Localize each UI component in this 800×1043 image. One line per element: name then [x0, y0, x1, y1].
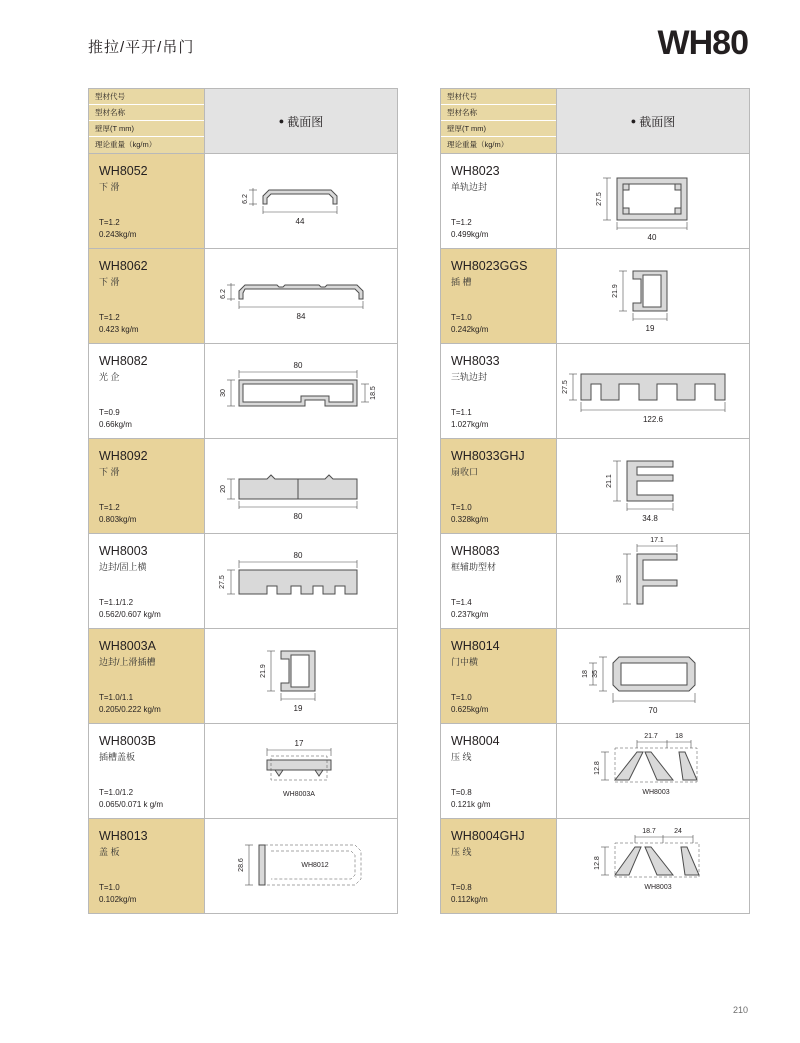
figure-note: WH8003: [644, 884, 672, 891]
page-number: 210: [732, 1005, 748, 1015]
profile-code: WH8033: [451, 354, 500, 368]
dim-height: 27.5: [562, 380, 569, 394]
dim-width: 70: [648, 706, 658, 715]
profile-weight: 0.66kg/m: [99, 420, 132, 429]
dim-width: 44: [295, 217, 305, 226]
profile-thickness: T=1.2: [99, 218, 120, 227]
dim-width: 17.1: [650, 537, 664, 544]
dim-height: 20: [220, 485, 227, 493]
profile-weight: 0.625kg/m: [451, 705, 489, 714]
profile-figure: [205, 249, 397, 343]
profile-info: [441, 724, 557, 818]
header-thickness: 壁厚(T mm): [441, 121, 556, 137]
figure-note: WH8003: [642, 789, 670, 796]
profile-info: [89, 819, 205, 913]
profile-thickness: T=0.9: [99, 408, 120, 417]
profile-weight: 1.027kg/m: [451, 420, 489, 429]
dim-width: 19: [293, 704, 303, 713]
dim-height: 12.8: [594, 856, 601, 870]
profile-thickness: T=1.2: [99, 503, 120, 512]
header-name: 型材名称: [89, 105, 204, 121]
profile-weight: 0.242kg/m: [451, 325, 489, 334]
profile-weight: 0.562/0.607 kg/m: [99, 610, 161, 619]
profile-thickness: T=1.0/1.1: [99, 693, 134, 702]
profile-code: WH8004: [451, 734, 500, 748]
figure-note: WH8003A: [283, 791, 315, 798]
dim-width: 80: [293, 361, 303, 370]
profile-thickness: T=1.0: [99, 883, 120, 892]
profile-figure: [205, 154, 397, 248]
profile-weight: 0.423 kg/m: [99, 325, 139, 334]
dim-width: 21.7: [644, 733, 658, 740]
profile-table-left: [88, 88, 398, 914]
profile-figure: [557, 724, 749, 818]
profile-name: 下 滑: [99, 467, 120, 477]
profile-name: 压 线: [451, 847, 472, 857]
dim-height: 21.9: [260, 664, 267, 678]
profile-weight: 0.237kg/m: [451, 610, 489, 619]
dim-height2: 18.5: [370, 386, 377, 400]
profile-code: WH8023: [451, 164, 500, 178]
profile-info: [441, 534, 557, 628]
profile-code: WH8003B: [99, 734, 156, 748]
table-row: [89, 438, 397, 533]
profile-info: [441, 439, 557, 533]
profile-thickness: T=0.8: [451, 883, 472, 892]
profile-figure: [557, 344, 749, 438]
dim-width: 40: [647, 233, 657, 242]
profile-name: 插槽盖板: [99, 752, 136, 762]
table-row: [441, 628, 749, 723]
profile-figure: [205, 629, 397, 723]
dim-height: 38: [616, 575, 623, 583]
header-weight: 理论重量（kg/m）: [89, 137, 204, 153]
profile-figure: [205, 534, 397, 628]
profile-info: [89, 154, 205, 248]
profile-code: WH8033GHJ: [451, 449, 525, 463]
profile-weight: 0.121k g/m: [451, 800, 491, 809]
dim-width2: 24: [674, 828, 682, 835]
header-code: 型材代号: [441, 89, 556, 105]
profile-thickness: T=1.2: [99, 313, 120, 322]
dim-height2: 18: [582, 670, 589, 678]
dim-height: 28.6: [238, 858, 245, 872]
table-row: [441, 818, 749, 913]
profile-name: 框辅助型材: [451, 562, 497, 572]
profile-name: 盖 板: [99, 847, 120, 857]
profile-info: [441, 819, 557, 913]
profile-weight: 0.102kg/m: [99, 895, 137, 904]
profile-info: [441, 249, 557, 343]
dim-width: 34.8: [642, 514, 658, 523]
dim-width: 84: [296, 312, 306, 321]
header-figure-label: 截面图: [287, 114, 324, 129]
header-figure: [557, 89, 749, 153]
profile-weight: 0.065/0.071 k g/m: [99, 800, 164, 809]
profile-info: [89, 724, 205, 818]
header-figure: [205, 89, 397, 153]
table-header-row: [89, 89, 397, 153]
profile-name: 插 槽: [451, 277, 472, 287]
profile-thickness: T=1.1: [451, 408, 472, 417]
profile-code: WH8003A: [99, 639, 156, 653]
table-row: [89, 818, 397, 913]
profile-code: WH8004GHJ: [451, 829, 525, 843]
profile-figure: [557, 819, 749, 913]
table-row: [89, 533, 397, 628]
profile-weight: 0.328kg/m: [451, 515, 489, 524]
profile-figure: [557, 629, 749, 723]
profile-name: 边封/固上横: [99, 562, 147, 572]
profile-figure: [205, 439, 397, 533]
profile-weight: 0.205/0.222 kg/m: [99, 705, 161, 714]
profile-thickness: T=1.2: [451, 218, 472, 227]
table-row: [441, 248, 749, 343]
profile-name: 下 滑: [99, 277, 120, 287]
profile-thickness: T=1.0: [451, 313, 472, 322]
dim-height: 27.5: [219, 575, 226, 589]
profile-table-right: [440, 88, 750, 914]
profile-info: [89, 534, 205, 628]
table-header-labels: [441, 89, 557, 153]
profile-info: [89, 629, 205, 723]
header-code: 型材代号: [89, 89, 204, 105]
profile-info: [441, 629, 557, 723]
profile-name: 三轨边封: [451, 372, 488, 382]
profile-code: WH8052: [99, 164, 148, 178]
table-header-labels: [89, 89, 205, 153]
dim-height: 30: [220, 389, 227, 397]
dim-height: 12.8: [594, 761, 601, 775]
profile-code: WH8014: [451, 639, 500, 653]
profile-code: WH8062: [99, 259, 148, 273]
profile-figure: [557, 534, 749, 628]
profile-code: WH8003: [99, 544, 148, 558]
header-name: 型材名称: [441, 105, 556, 121]
dim-width2: 18: [675, 733, 683, 740]
table-row: [89, 343, 397, 438]
profile-weight: 0.112kg/m: [451, 895, 488, 904]
figure-note: WH8012: [301, 862, 329, 869]
profile-thickness: T=1.4: [451, 598, 472, 607]
profile-info: [441, 154, 557, 248]
dim-height: 6.2: [220, 289, 227, 299]
profile-info: [89, 249, 205, 343]
profile-name: 门中横: [451, 657, 479, 667]
profile-figure: [557, 249, 749, 343]
profile-weight: 0.803kg/m: [99, 515, 137, 524]
profile-figure: [205, 724, 397, 818]
profile-thickness: T=1.0: [451, 693, 472, 702]
profile-thickness: T=1.1/1.2: [99, 598, 134, 607]
bullet-icon: ●: [630, 116, 637, 126]
profile-weight: 0.499kg/m: [451, 230, 489, 239]
dim-height: 6.2: [242, 194, 249, 204]
dim-width: 19: [645, 324, 655, 333]
header-figure-label: 截面图: [639, 114, 676, 129]
profile-name: 边封/上滑插槽: [99, 657, 156, 667]
profile-info: [89, 344, 205, 438]
profile-info: [89, 439, 205, 533]
dim-height: 21.1: [606, 474, 613, 488]
page-header: [88, 24, 748, 68]
table-header-row: [441, 89, 749, 153]
table-row: [441, 343, 749, 438]
dim-width: 80: [293, 551, 303, 560]
table-row: [89, 723, 397, 818]
dim-width: 80: [293, 512, 303, 521]
header-thickness: 壁厚(T mm): [89, 121, 204, 137]
table-row: [89, 153, 397, 248]
profile-info: [441, 344, 557, 438]
profile-name: 下 滑: [99, 182, 120, 192]
profile-figure: [557, 439, 749, 533]
dim-height: 27.5: [596, 192, 603, 206]
dim-width: 17: [294, 739, 304, 748]
profile-figure: [205, 819, 397, 913]
profile-figure: [557, 154, 749, 248]
dim-height: 35: [592, 670, 599, 678]
table-row: [441, 533, 749, 628]
bullet-icon: ●: [278, 116, 285, 126]
profile-code: WH8083: [451, 544, 500, 558]
profile-thickness: T=1.0: [451, 503, 472, 512]
dim-width: 122.6: [642, 415, 664, 424]
dim-width: 18.7: [642, 828, 656, 835]
table-row: [441, 153, 749, 248]
dim-height: 21.9: [612, 284, 619, 298]
profile-thickness: T=1.0/1.2: [99, 788, 134, 797]
table-row: [89, 628, 397, 723]
profile-thickness: T=0.8: [451, 788, 472, 797]
profile-name: 扇收口: [451, 467, 479, 477]
profile-name: 压 线: [451, 752, 472, 762]
table-row: [89, 248, 397, 343]
header-weight: 理论重量（kg/m）: [441, 137, 556, 153]
profile-weight: 0.243kg/m: [99, 230, 137, 239]
profile-code: WH8023GGS: [451, 259, 528, 273]
profile-name: 光 企: [99, 372, 120, 382]
profile-code: WH8092: [99, 449, 148, 463]
profile-name: 单轨边封: [451, 182, 488, 192]
table-row: [441, 438, 749, 533]
profile-figure: [205, 344, 397, 438]
table-row: [441, 723, 749, 818]
series-code: WH80: [657, 24, 748, 62]
page-title: 推拉/平开/吊门: [88, 39, 195, 56]
profile-code: WH8013: [99, 829, 148, 843]
profile-code: WH8082: [99, 354, 148, 368]
